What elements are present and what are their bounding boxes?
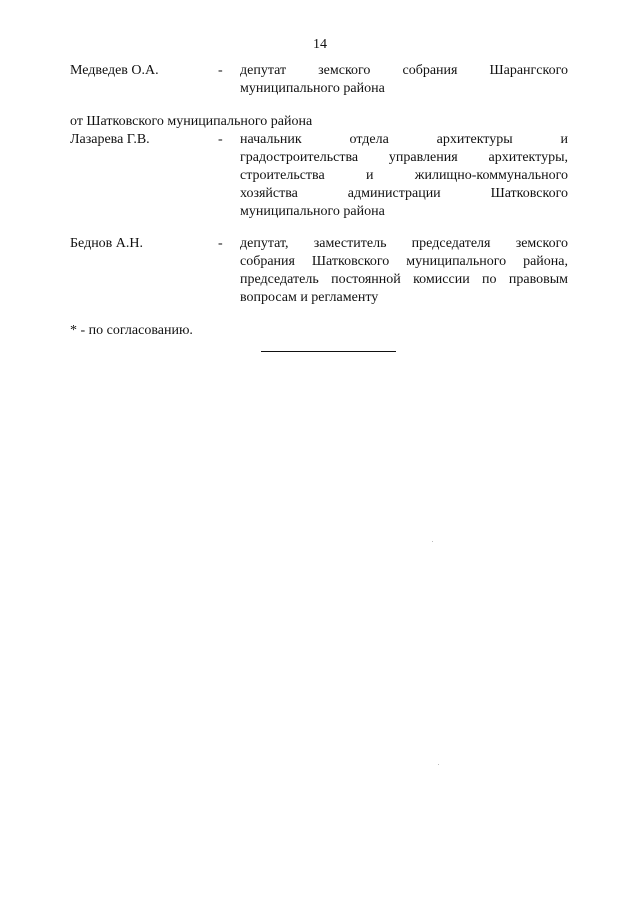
footnote: * - по согласованию. — [70, 323, 193, 338]
separator-dash: - — [218, 63, 223, 78]
closing-rule — [261, 351, 396, 352]
description-line: начальник отдела архитектуры и — [240, 132, 568, 147]
member-name: Медведев О.А. — [70, 63, 159, 78]
description-line: строительства и жилищно-коммунального — [240, 168, 568, 183]
section-heading: от Шатковского муниципального района — [70, 114, 313, 129]
member-name: Лазарева Г.В. — [70, 132, 150, 147]
description-line: муниципального района — [240, 204, 385, 219]
member-name: Беднов А.Н. — [70, 236, 144, 251]
description-line: вопросам и регламенту — [240, 290, 379, 305]
scan-speck — [438, 764, 439, 765]
description-line: собрания Шатковского муниципального района, — [240, 254, 568, 269]
member-description — [240, 235, 568, 307]
member-description — [240, 62, 568, 98]
scan-speck — [432, 541, 433, 542]
page-number: 14 — [313, 37, 327, 52]
separator-dash: - — [218, 132, 223, 147]
description-line: хозяйства администрации Шатковского — [240, 186, 568, 201]
description-line: муниципального района — [240, 81, 385, 96]
description-line: депутат, заместитель председателя земского — [240, 236, 568, 251]
description-line: председатель постоянной комиссии по правовым — [240, 272, 568, 287]
description-line: депутат земского собрания Шарангского — [240, 63, 568, 78]
separator-dash: - — [218, 236, 223, 251]
description-line: градостроительства управления архитектуры, — [240, 150, 568, 165]
member-description — [240, 131, 568, 221]
